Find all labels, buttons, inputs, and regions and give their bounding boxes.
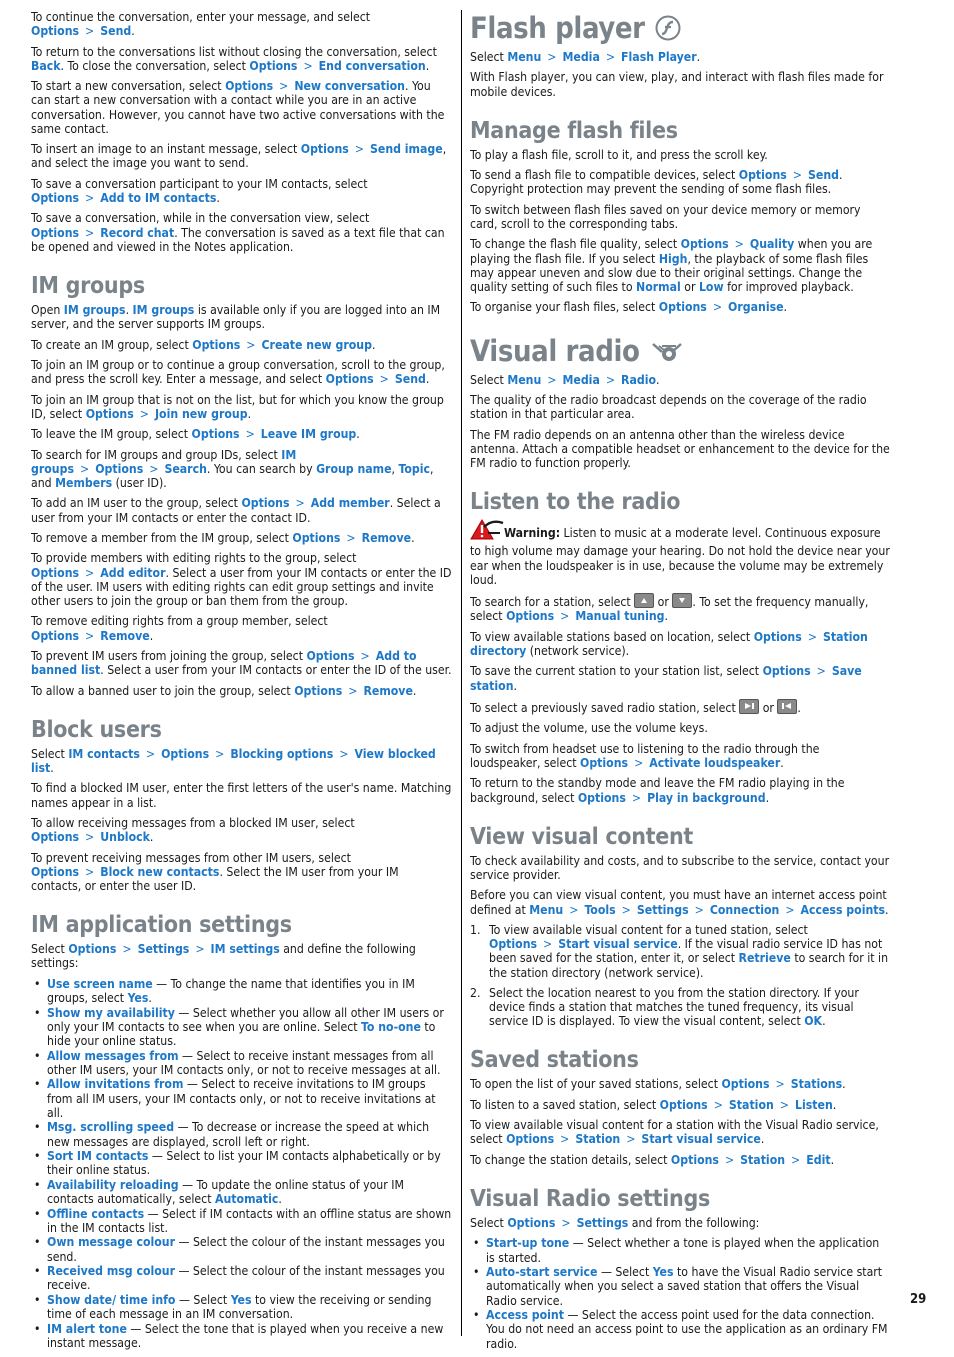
- paragraph: To save a conversation, while in the conversation view, select Options > Record chat. The conversation is saved as a text file that can be opened and viewed in the Notes application.: [31, 211, 445, 254]
- paragraph: To switch between flash files saved on your device memory or memory card, scroll to the corresponding tabs.: [470, 202, 861, 231]
- paragraph: To provide members with editing rights to the group, select Options > Add editor. Select a user from your IM contacts or enter the ID of the user. IM users with editing rights can edit group settings and invite other users to join the group or ban them from the group.: [31, 551, 452, 608]
- paragraph: To select a previously saved radio station, select or .: [470, 700, 801, 715]
- paragraph: Select IM contacts > Options > Blocking options > View blocked list.: [31, 746, 436, 775]
- list-item: 2. Select the location nearest to you from the station directory. If your device finds a station that matches the tuned frequency, its visual service ID is displayed. To view the visual content, select OK.: [470, 985, 859, 1029]
- paragraph: To continue the conversation, enter your message, and select Options > Send.: [31, 10, 371, 39]
- section-heading-im-groups: IM groups: [31, 272, 145, 299]
- paragraph: To remove editing rights from a group member, select Options > Remove.: [31, 614, 328, 643]
- paragraph: To prevent receiving messages from other IM users, select Options > Block new contacts. Select the IM user from your IM contacts, or enter the user ID.: [31, 850, 399, 893]
- paragraph: To return to the conversations list without closing the conversation, select Back. To close the conversation, select Options > End conversation.: [31, 44, 437, 73]
- paragraph: To listen to a saved station, select Options > Station > Listen.: [470, 1097, 837, 1112]
- previous-station-button-icon: [777, 699, 797, 714]
- paragraph: To save the current station to your station list, select Options > Save station.: [470, 664, 862, 693]
- list-item: 1. To view available visual content for a tuned station, select Options > Start visual service. If the visual radio service ID has not been saved for the station, enter it, or select Retrieve to search for it in the station directory (network service).: [470, 922, 889, 980]
- flash-player-icon: [655, 15, 681, 41]
- paragraph: To create an IM group, select Options > Create new group.: [31, 337, 376, 352]
- list-item: • IM alert tone — Select the tone that is played when you receive a new instant message.: [47, 1322, 452, 1350]
- paragraph: To join an IM group or to continue a group conversation, scroll to the group, and press the scroll key. Enter a message, and select Options > Send.: [31, 357, 445, 387]
- paragraph: To join an IM group that is not on the list, but for which you know the group ID, select Options > Join new group.: [31, 392, 444, 421]
- section-heading-manage-flash: Manage flash files: [470, 117, 678, 144]
- paragraph: To return to the standby mode and leave the FM radio playing in the background, select Options > Play in background.: [470, 776, 845, 805]
- chapter-heading-visual-radio: Visual radio: [470, 333, 891, 369]
- paragraph: The FM radio depends on an antenna other than the wireless device antenna. Attach a compatible headset or enhancement to the device for the FM radio to function properly.: [470, 427, 890, 470]
- warning-icon: [470, 519, 504, 544]
- paragraph: To prevent IM users from joining the group, select Options > Add to banned list. Select a user from your IM contacts or enter the ID of the user.: [31, 648, 452, 678]
- section-heading-visual-radio-settings: Visual Radio settings: [470, 1185, 711, 1212]
- paragraph: To search for IM groups and group IDs, select IM groups > Options > Search. You can search by Group name, Topic, and Members (user ID).: [31, 447, 434, 490]
- right-column: [470, 10, 891, 1357]
- paragraph: To insert an image to an instant message, select Options > Send image, and select the image you want to send.: [31, 142, 447, 171]
- section-heading-saved-stations: Saved stations: [470, 1047, 639, 1074]
- column-divider: [461, 10, 462, 1336]
- paragraph: Select Menu > Media > Radio.: [470, 372, 660, 387]
- section-heading-block-users: Block users: [31, 716, 162, 743]
- list-item: • Sort IM contacts — Select to list your IM contacts alphabetically or by their online status.: [47, 1149, 452, 1177]
- paragraph: To allow receiving messages from a blocked IM user, select Options > Unblock.: [31, 815, 355, 845]
- list-item: • Use screen name — To change the name that identifies you in IM groups, select Yes.: [47, 977, 452, 1005]
- paragraph: To view available visual content for a station with the Visual Radio service, select Options > Station > Start visual service.: [470, 1118, 879, 1147]
- paragraph: To save a conversation participant to your IM contacts, select Options > Add to IM contacts.: [31, 176, 368, 205]
- list-item: • Auto-start service — Select Yes to have the Visual Radio service start automatically when you select a saved station that offers the Visual Radio service.: [486, 1265, 891, 1308]
- visual-radio-icon: [650, 338, 684, 364]
- list-item: • Allow messages from — Select to receive instant messages from all other IM users, your IM contacts only, or not to receive messages at all.: [47, 1049, 452, 1077]
- steps-list: [470, 923, 891, 1028]
- left-column: [31, 10, 452, 1356]
- paragraph: Select Options > Settings > IM settings and define the following settings:: [31, 942, 416, 971]
- paragraph: To allow a banned user to join the group, select Options > Remove.: [31, 683, 417, 698]
- paragraph: Select Options > Settings and from the following:: [470, 1215, 760, 1230]
- list-item: • Start-up tone — Select whether a tone is played when the application is started.: [486, 1236, 891, 1264]
- chapter-heading-flash-player: Flash player: [470, 10, 891, 46]
- paragraph: To change the flash file quality, select Options > Quality when you are playing the flash file. If you select High, the playback of some flash files may appear uneven and slow due to their original settings. Change the quality setting of such files to Normal or Low for improved playback.: [470, 237, 873, 294]
- paragraph: To start a new conversation, select Options > New conversation. You can start a new conversation with a contact while you are in an active conversation. However, you cannot have two active conversations with the same contact.: [31, 79, 445, 136]
- list-item: • Access point — Select the access point used for the data connection. You do not need an access point to use the application as an ordinary FM radio.: [486, 1308, 891, 1351]
- list-item: • Allow invitations from — Select to receive invitations to IM groups from all IM users, your IM contacts only, or not to receive invitations at all.: [47, 1077, 452, 1120]
- list-item: • Received msg colour — Select the colour of the instant messages you receive.: [47, 1264, 452, 1292]
- paragraph: Before you can view visual content, you must have an internet access point defined at Menu > Tools > Settings > Connection > Access points.: [470, 888, 889, 917]
- seek-up-button-icon: [634, 593, 654, 608]
- warning-paragraph: Warning: Listen to music at a moderate level. Continuous exposure to high volume may damage your hearing. Do not hold the device near your ear when the loudspeaker is in use, because the volume may be extremely loud.: [470, 519, 891, 587]
- settings-list: [470, 1236, 891, 1350]
- paragraph: With Flash player, you can view, play, and interact with flash files made for mobile devices.: [470, 70, 884, 99]
- paragraph: To view available stations based on location, select Options > Station directory (network service).: [470, 629, 868, 658]
- paragraph: To remove a member from the IM group, select Options > Remove.: [31, 530, 415, 545]
- page-number: 29: [910, 1292, 927, 1307]
- list-item: • Msg. scrolling speed — To decrease or increase the speed at which new messages are displayed, scroll left or right.: [47, 1120, 452, 1148]
- section-heading-visual-content: View visual content: [470, 823, 693, 850]
- paragraph: To play a flash file, scroll to it, and press the scroll key.: [470, 147, 768, 162]
- settings-list: [31, 977, 452, 1351]
- paragraph: To change the station details, select Options > Station > Edit.: [470, 1152, 835, 1167]
- paragraph: To switch from headset use to listening to the radio through the loudspeaker, select Options > Activate loudspeaker.: [470, 741, 820, 770]
- paragraph: To add an IM user to the group, select Options > Add member. Select a user from your IM contacts or enter the contact ID.: [31, 496, 441, 525]
- list-item: • Show my availability — Select whether you allow all other IM users or only your IM contacts to see when you are online. Select To no-one to hide your online status.: [47, 1006, 452, 1049]
- list-item: • Show date/ time info — Select Yes to view the receiving or sending time of each message in an IM conversation.: [47, 1293, 452, 1321]
- section-heading-im-settings: IM application settings: [31, 912, 292, 939]
- paragraph: To adjust the volume, use the volume keys.: [470, 721, 708, 736]
- paragraph: The quality of the radio broadcast depends on the coverage of the radio station in that particular area.: [470, 392, 867, 422]
- paragraph: To check availability and costs, and to subscribe to the service, contact your service provider.: [470, 853, 890, 882]
- paragraph: To send a flash file to compatible devices, select Options > Send. Copyright protection may prevent the sending of some flash files.: [470, 168, 843, 197]
- paragraph: To leave the IM group, select Options > Leave IM group.: [31, 427, 360, 442]
- seek-down-button-icon: [672, 593, 692, 608]
- paragraph: Open IM groups. IM groups is available only if you are logged into an IM server, and the server supports IM groups.: [31, 302, 441, 332]
- next-station-button-icon: [739, 699, 759, 714]
- list-item: • Offline contacts — Select if IM contacts with an offline status are shown in the IM contacts list.: [47, 1207, 452, 1235]
- paragraph: To open the list of your saved stations, select Options > Stations.: [470, 1077, 846, 1092]
- list-item: • Own message colour — Select the colour of the instant messages you send.: [47, 1235, 452, 1263]
- paragraph: To search for a station, select or . To set the frequency manually, select Options > Manual tuning.: [470, 595, 869, 624]
- paragraph: Select Menu > Media > Flash Player.: [470, 50, 701, 64]
- section-heading-listen: Listen to the radio: [470, 489, 681, 516]
- paragraph: To organise your flash files, select Options > Organise.: [470, 300, 788, 315]
- paragraph: To find a blocked IM user, enter the first letters of the user's name. Matching names appear in a list.: [31, 781, 452, 810]
- list-item: • Availability reloading — To update the online status of your IM contacts automatically, select Automatic.: [47, 1178, 452, 1206]
